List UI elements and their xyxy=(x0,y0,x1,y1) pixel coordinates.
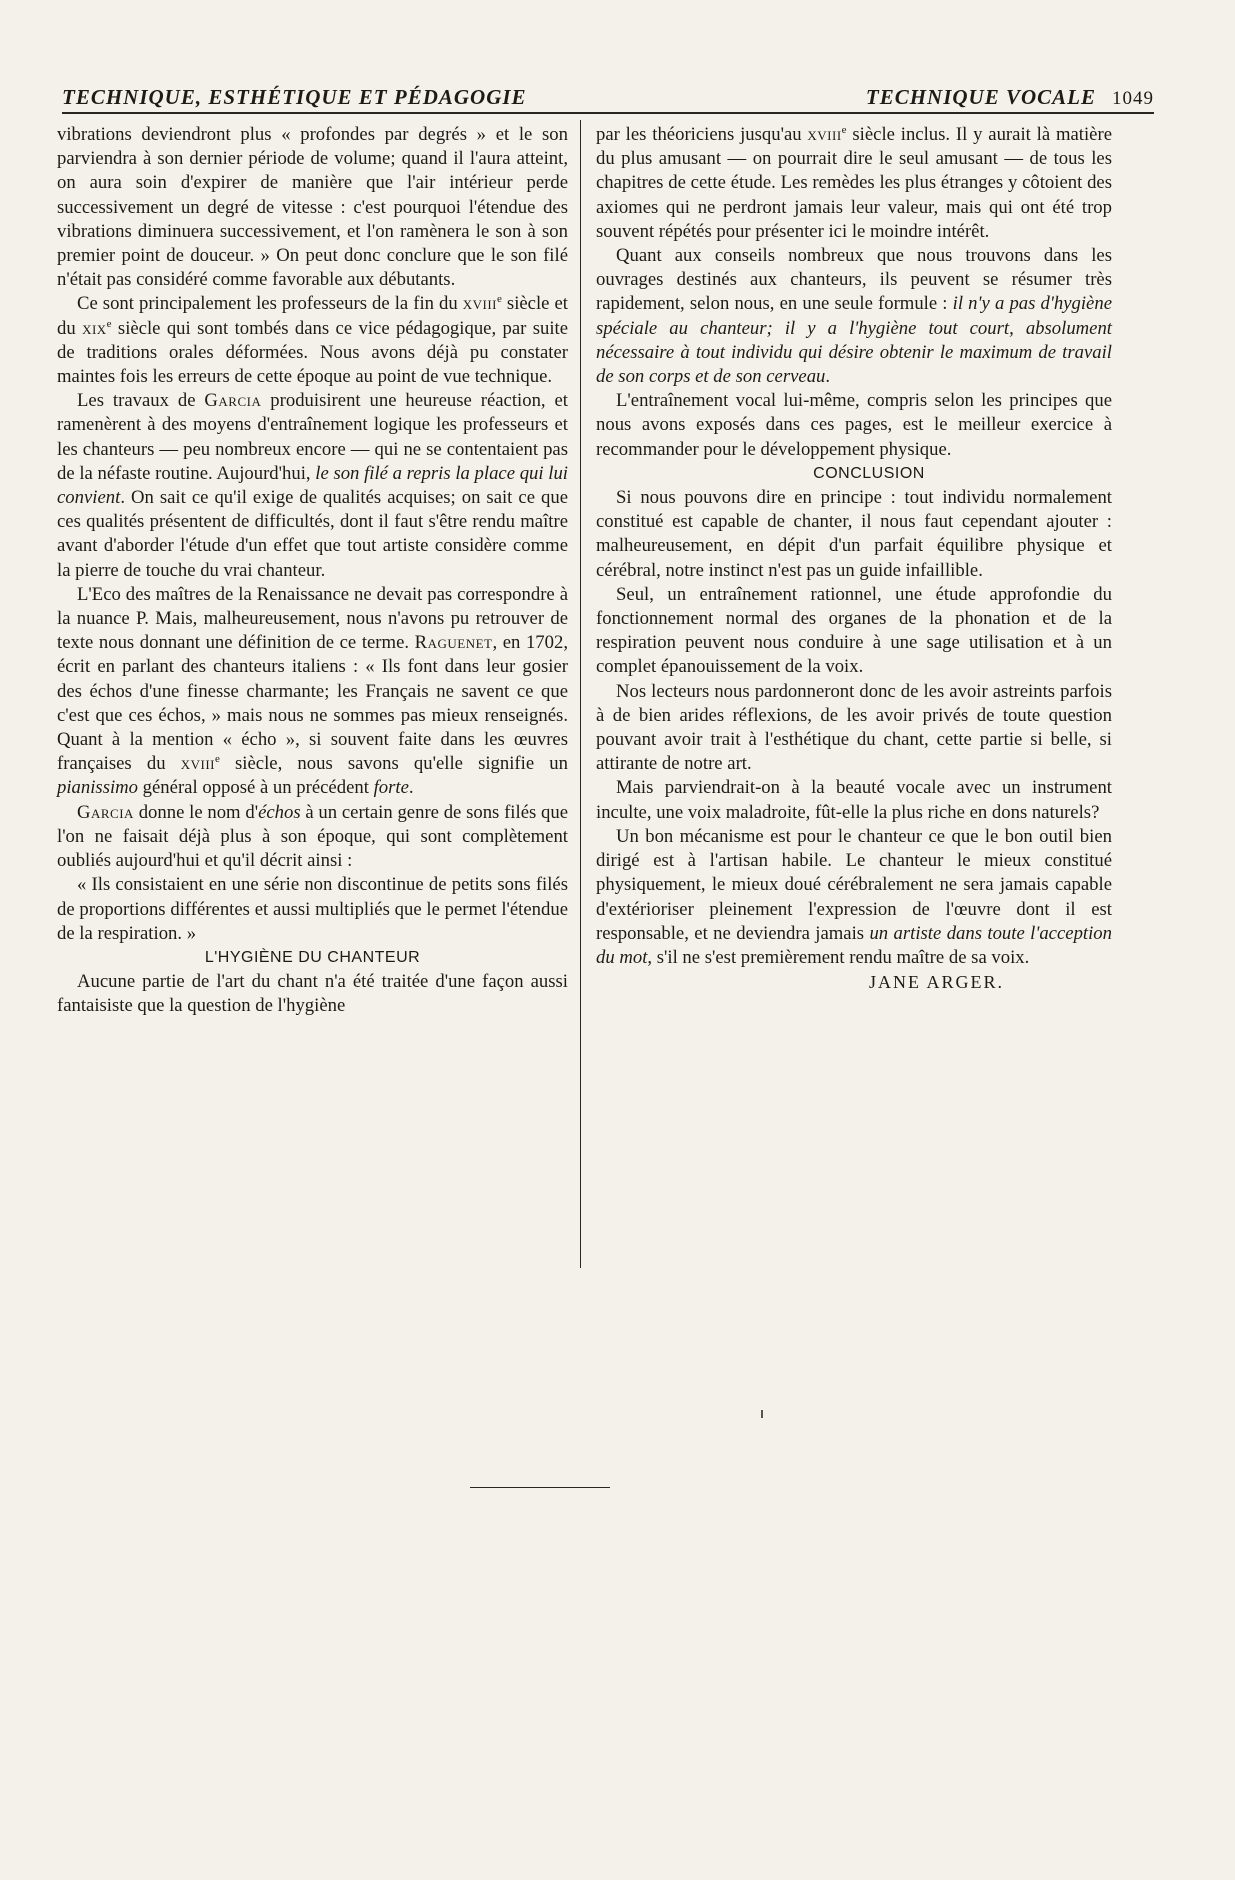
superscript: e xyxy=(106,317,112,330)
text: Nos lecteurs nous pardonneront donc de les avoir astreints parfois à de bien arides réflexions, de les avoir privés de toute question pouvant avoir trait à l'esthétique du chant, cette partie si belle, si attirante de notre art. xyxy=(596,680,1112,775)
roman-numeral: xix xyxy=(82,317,107,339)
author-name: Garcia xyxy=(77,801,134,823)
paragraph xyxy=(57,970,568,1018)
left-column xyxy=(57,123,568,1019)
text: siècle qui sont tombés dans ce vice pédagogique, par suite de traditions orales déformées. Nous avons déjà pu constater maintes fois les erreurs de cette époque au point de vue technique. xyxy=(57,317,569,388)
print-mark xyxy=(761,1410,763,1418)
paragraph xyxy=(596,825,1112,970)
roman-numeral: xviii xyxy=(180,753,215,775)
italic-text: échos xyxy=(258,801,301,823)
paragraph xyxy=(596,486,1112,583)
section-heading: L'HYGIÈNE DU CHANTEUR xyxy=(204,948,421,966)
text: L'entraînement vocal lui-même, compris selon les principes que nous avons exposés dans ces pages, est le meilleur exercice à recommander pour le développement physique. xyxy=(596,390,1112,460)
text: par les théoriciens jusqu'au xyxy=(596,124,808,145)
text: . On sait ce qu'il exige de qualités acquises; on sait ce que ces qualités présentent de difficultés, dont il faut s'être rendu maître avant d'aborder l'étude d'un effet que tout artiste considère comme la pierre de touche du vrai chanteur. xyxy=(57,487,568,581)
text: donne le nom d' xyxy=(133,801,259,823)
paragraph xyxy=(596,389,1112,462)
quotation xyxy=(57,873,568,946)
text: Ce sont principalement les professeurs de la fin du xyxy=(77,293,463,315)
paragraph xyxy=(596,680,1112,777)
paragraph xyxy=(57,123,568,292)
text: Les travaux de xyxy=(77,390,205,412)
text: Quant aux conseils nombreux que nous trouvons dans les ouvrages destinés aux chanteurs, ils peuvent se résumer très rapidement, selon nous, en une seule formule : xyxy=(596,245,1112,315)
text: , s'il ne s'est premièrement rendu maître de sa voix. xyxy=(647,946,1030,968)
paragraph xyxy=(57,292,568,389)
roman-numeral: xviii xyxy=(807,124,842,145)
text: . xyxy=(408,777,414,799)
section-heading: CONCLUSION xyxy=(813,464,925,482)
italic-text: le son filé a repris la place qui lui convient xyxy=(57,462,568,509)
superscript: e xyxy=(214,753,220,766)
paragraph xyxy=(596,583,1112,680)
page-number: 1049 xyxy=(1112,88,1154,109)
text: L'Eco des maîtres de la Renaissance ne devait pas correspondre à la nuance P. Mais, malheureusement, nous n'avons pu retrouver de texte nous donnant une définition de ce terme. xyxy=(57,583,568,654)
text: siècle, nous savons qu'elle signifie un xyxy=(219,753,568,775)
text: Seul, un entraînement rationnel, une étude approfondie du fonctionnement normal des organes de la phonation et de la respiration peuvent nous conduire à une sage utilisation et à un complet épanouissement de la voix. xyxy=(596,583,1112,678)
author-name: Garcia xyxy=(204,390,262,412)
author-signature: JANE ARGER. xyxy=(868,972,1004,993)
text: . xyxy=(825,366,831,388)
running-header xyxy=(62,84,1154,114)
header-right xyxy=(866,84,1154,112)
header-left-title: TECHNIQUE, ESTHÉTIQUE ET PÉDAGOGIE xyxy=(62,85,527,109)
text: Un bon mécanisme est pour le chanteur ce que le bon outil bien dirigé est à l'artisan habile. Le chanteur le mieux constitué physiquement, le mieux doué cérébralement ne sera jamais capable d'extérioriser pleinement l'expression de l'œuvre dont il est responsable, et ne deviendra jamais xyxy=(596,825,1112,944)
text: à un certain genre de sons filés que l'on ne faisait déjà plus à son époque, qui sont complètement oubliés aujourd'hui et qu'il décrit ainsi : xyxy=(57,801,568,872)
text: siècle et du xyxy=(57,293,568,339)
paragraph xyxy=(596,776,1112,824)
paragraph xyxy=(596,123,1112,244)
end-rule xyxy=(470,1487,610,1488)
paragraph xyxy=(57,389,568,583)
text: siècle inclus. Il y aurait là matière du plus amusant — on pourrait dire le seul amusant — de tous les chapitres de cette étude. Les remèdes les plus étranges y côtoient des axiomes qui ne perdront jamais leur valeur, mais qui ont été trop souvent répétés pour présenter ici le moindre intérêt. xyxy=(596,124,1112,242)
roman-numeral: xviii xyxy=(462,293,497,315)
text: vibrations deviendront plus « profondes par degrés » et le son parviendra à son dernier période de volume; quand il l'aura atteint, on aura soin d'expirer de manière que l'air intérieur perde successivement un degré de vitesse : c'est pourquoi l'étendue des vibrations diminuera successivement, et l'on ramènera le son à son premier point de douceur. » On peut donc conclure que le son filé n'était pas considéré comme favorable aux débutants. xyxy=(57,124,568,291)
text: Si nous pouvons dire en principe : tout individu normalement constitué est capable de chanter, il nous faut cependant ajouter : malheureusement, en dépit d'un parfait équilibre physique et cérébral, notre instinct n'est pas un guide infaillible. xyxy=(596,487,1112,581)
header-right-title: TECHNIQUE VOCALE xyxy=(865,85,1096,109)
italic-text: un artiste dans toute l'acception du mot xyxy=(596,922,1112,968)
text: « Ils consistaient en une série non discontinue de petits sons filés de proportions différentes et aussi multipliés que le permet l'étendue de la respiration. » xyxy=(57,874,568,944)
text: Aucune partie de l'art du chant n'a été traitée d'une façon aussi fantaisiste que la question de l'hygiène xyxy=(57,971,568,1017)
italic-text: il n'y a pas d'hygiène spéciale au chanteur; il y a l'hygiène tout court, absolument nécessaire à tout individu qui désire obtenir le maximum de travail de son corps et de son cerveau xyxy=(596,293,1112,388)
column-divider xyxy=(580,120,581,1268)
italic-text: forte xyxy=(373,777,409,799)
text: , en 1702, écrit en parlant des chanteurs italiens : « Ils font dans leur gosier des échos d'une finesse charmante; les Français ne savent ce que c'est que ces échos, » mais nous ne sommes pas mieux renseignés. Quant à la mention « écho », si souvent faite dans les œuvres françaises du xyxy=(57,632,569,775)
text: général opposé à un précédent xyxy=(138,777,374,799)
superscript: e xyxy=(841,123,847,136)
text: produisirent une heureuse réaction, et ramenèrent à des moyens d'entraînement logique les professeurs et les chanteurs — peu nombreux encore — qui ne se contentaient pas de la néfaste routine. Aujourd'hui, xyxy=(57,390,569,484)
paragraph xyxy=(57,801,568,874)
paragraph xyxy=(596,244,1112,389)
superscript: e xyxy=(497,293,502,306)
italic-text: pianissimo xyxy=(57,777,138,799)
paragraph xyxy=(57,583,568,801)
right-column xyxy=(596,123,1112,994)
author-name: Raguenet xyxy=(414,632,493,654)
text: Mais parviendrait-on à la beauté vocale avec un instrument inculte, une voix maladroite, fût-elle la plus riche en dons naturels? xyxy=(596,777,1112,823)
